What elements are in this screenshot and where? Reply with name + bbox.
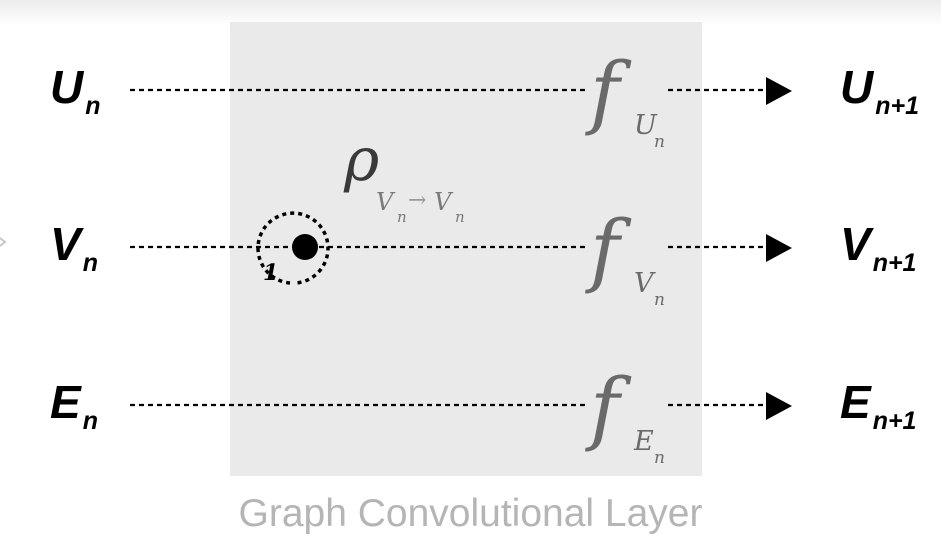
f-e-function: f E n <box>590 361 665 468</box>
left-edge-hook <box>0 238 5 246</box>
layer-caption: Graph Convolutional Layer <box>238 492 703 535</box>
e-arrowhead <box>766 392 792 420</box>
output-u-label: $U_{n+1}$ <box>840 61 920 121</box>
rho-pooling-function: ρ V n → V n <box>344 125 465 226</box>
input-u-label: $U_n$ <box>50 61 101 121</box>
u-arrowhead <box>766 77 792 105</box>
input-v-label: $V_n$ <box>50 218 98 278</box>
output-v-label: $V_{n+1}$ <box>840 218 917 278</box>
v-arrowhead <box>766 234 792 262</box>
f-u-function: f U n <box>590 45 665 152</box>
self-loop-label: 1 <box>263 260 279 286</box>
v-node <box>292 234 318 260</box>
output-e-label: $E_{n+1}$ <box>840 376 917 436</box>
f-v-function: f V n <box>590 203 665 310</box>
input-e-label: $E_n$ <box>50 376 98 436</box>
